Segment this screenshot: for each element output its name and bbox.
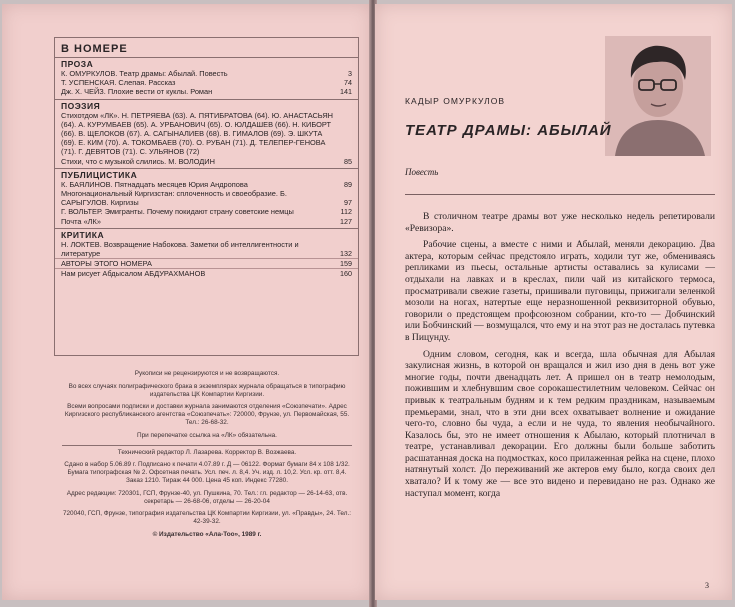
section-criticism-heading: КРИТИКА — [55, 228, 358, 240]
toc-entry-title: Стихотдом «ЛК». Н. ПЕТРЯЕВА (63). А. ПЯТИБРАТОВА (64). Ю. АНАСТАСЬЯН (64). А. КУРУМБАЕВ (65). А. УРБАНОВИЧ (65). О. ЮЛДАШЕВ (66). Н. КИБОРТ (66). В. ЩЕЛОКОВ (67). А. САГЫНАЛИЕВ (68). В. ГИМАЛОВ (69). Э. ШКУТА (69). Е. КИМ (70). А. ТОКОМБАЕВ (70). О. РУБАН (71). Д. ТЕЛЕПЕР-ГЕНОВА (71). Г. ДЕВЯТОВ (71). С. УЛЬЯНОВ (72) — [61, 110, 333, 157]
toc-entry[interactable] — [55, 180, 358, 189]
right-page — [375, 4, 732, 600]
printing-house: 720040, ГСП, Фрунзе, типография издательства ЦК Компартии Киргизии, ул. «Правды», 24. Тел.: 42-39-32. — [62, 510, 352, 526]
reprint-note: При перепечатке ссылка на «ЛК» обязательна. — [137, 431, 277, 439]
story-body — [405, 211, 715, 504]
left-page — [2, 4, 371, 600]
paragraph: Рабочие сцены, а вместе с ними и Абылай, меняли декорацию. Два актера, которым сейчас предстояло играть, ходили тут же, обмениваясь репликами из пьесы, остальные артисты оставались за кулисами — отдыхали на лавках и в креслах, пили чай из китайского термоса, просматривали свежие газеты, пришивали пуговицы, прижигали зеленкой мозоли на ногах, натертые еще неразношенной реквизиторной обувью, говорили о предстоящем профсоюзном собрании, кто-то — Добчинский или Бобчинский — возмущался, что ему и на этот раз не досталась путевка в Пицунду. — [405, 239, 715, 343]
print-details: Сдано в набор 5.06.89 г. Подписано к печати 4.07.89 г. Д — 06122. Формат бумаги 84 x 108 1/32. Бумага типографская № 2. Офсетная печать. Усл. печ. л. 8,4. Уч. изд. л. 10,2. Усл. кр. отт. 8,4. Заказ 1210. Тираж 44 000. Цена 45 коп. Индекс 77280. — [64, 461, 350, 484]
toc-entry-title: Н. ЛОКТЕВ. Возвращение Набокова. Заметки об интеллигентности и литературе — [61, 239, 299, 259]
toc-entry[interactable] — [55, 69, 358, 78]
page-number: 3 — [705, 581, 709, 590]
toc-entry-title: Стихи, что с музыкой слились. М. ВОЛОДИН — [61, 156, 215, 166]
paragraph: Одним словом, сегодня, как и всегда, шла обычная для Абылая закулисная жизнь, в которой он вращался и жил изо дня в день вот уже многие годы, почти двенадцать лет. А пришел он в театр немолодым, пожившим и хлебнувшим свое сорокашестилетним человеком. Сейчас он привык к театральным будням и к тем редким праздникам, называемым премьерами, знал, что в эти дни всех охватывает волнение и ожидание чего-то, словно бы чуда, а если и не чуда, то явления необычайного. Казалось бы, это не имеет отношения к Абылаю, который плотничал в театре, устанавливал декорации. Его должны были больше заботить расшатанная доска на подмостках, косо прилаженная рейка на сцене, плохо натянутый холст. До переживаний же актеров ему было, когда своих дел хватало? И к тому же — все это видено и перевидано не раз. Однако же наступал момент, когда — [405, 348, 715, 499]
toc-entry-page: 127 — [340, 216, 352, 226]
toc-entry-page: 112 — [340, 207, 352, 217]
toc-entry[interactable] — [55, 240, 358, 258]
toc-entry[interactable] — [55, 268, 358, 278]
toc-entry-title: К. ОМУРКУЛОВ. Театр драмы: Абылай. Повесть — [61, 69, 228, 78]
section-journalism-heading: ПУБЛИЦИСТИКА — [55, 168, 358, 180]
toc-entry-page: 74 — [344, 78, 352, 88]
author-photo — [605, 36, 711, 156]
toc-entry-page: 159 — [340, 259, 352, 269]
defects-note: Во всех случаях полиграфического брака в экземплярах журнала обращаться в типографию издательства ЦК Компартии Киргизии. — [68, 382, 346, 398]
toc-entry[interactable] — [55, 87, 358, 96]
author-name: КАДЫР ОМУРКУЛОВ — [405, 96, 505, 106]
toc-entry-title: Г. ВОЛЬТЕР. Эмигранты. Почему покидают страну советские немцы — [61, 207, 294, 217]
toc-entry[interactable] — [55, 258, 358, 268]
toc-entry-title: Почта «ЛК» — [61, 216, 101, 226]
toc-entry-page: 89 — [344, 179, 352, 189]
imprint — [62, 370, 352, 544]
toc-entry-page: 160 — [340, 269, 352, 279]
toc-entry[interactable] — [55, 78, 358, 87]
divider — [405, 194, 715, 195]
manuscripts-note: Рукописи не рецензируются и не возвращаются. — [134, 370, 280, 377]
toc-entry-title: АВТОРЫ ЭТОГО НОМЕРА — [61, 259, 152, 269]
toc-entry-title: Дж. Х. ЧЕЙЗ. Плохие вести от куклы. Роман — [61, 87, 213, 97]
contents-heading: В НОМЕРЕ — [61, 43, 128, 55]
copyright: © Издательство «Ала-Тоо», 1989 г. — [152, 530, 262, 538]
toc-entry-page: 141 — [340, 87, 352, 97]
toc-entry-page: 132 — [340, 249, 352, 259]
paragraph: В столичном театре драмы вот уже несколько недель репетировали «Ревизора». — [405, 211, 715, 234]
section-poetry-heading: ПОЭЗИЯ — [55, 99, 358, 111]
toc-entry-title: Многонациональный Киргизстан: сплоченность и своеобразие. Б. САРЫГУЛОВ. Киргизы — [61, 189, 287, 208]
table-of-contents — [54, 37, 359, 356]
toc-entry[interactable] — [55, 217, 358, 226]
toc-entry-page: 85 — [344, 156, 352, 166]
toc-entry-page: 97 — [344, 198, 352, 208]
toc-entry[interactable] — [55, 189, 358, 207]
story-title: ТЕАТР ДРАМЫ: АБЫЛАЙ — [405, 122, 612, 139]
toc-entry-page: 3 — [348, 69, 352, 78]
story-genre: Повесть — [405, 167, 439, 177]
editors-note: Технический редактор Л. Лазарева. Корректор В. Возжаева. — [117, 448, 297, 456]
editorial-address: Адрес редакции: 720301, ГСП, Фрунзе-40, ул. Пушкина, 70. Тел.: гл. редактор — 26-14-63, отв. секретарь — 26-68-06, отделы — 26-20-04 — [66, 489, 348, 505]
toc-entry[interactable] — [55, 111, 358, 157]
subscription-note: Всеми вопросами подписки и доставки журнала занимаются отделения «Союзпечати». Адрес Киргизского республиканского агентства «Союзпечать»: 720000, Фрунзе, ул. Первомайская, 55. Тел.: 26-68-32. — [64, 403, 350, 426]
toc-entry-title: К. БАЯЛИНОВ. Пятнадцать месяцев Юрия Андропова — [61, 179, 248, 189]
toc-entry[interactable] — [55, 157, 358, 166]
toc-entry-title: Нам рисует Абдысалом АБДУРАХМАНОВ — [61, 269, 206, 279]
toc-entry-title: Т. УСПЕНСКАЯ. Слепая. Рассказ — [61, 78, 176, 88]
section-prose-heading: ПРОЗА — [55, 57, 358, 69]
divider — [62, 445, 352, 446]
toc-entry[interactable] — [55, 207, 358, 216]
